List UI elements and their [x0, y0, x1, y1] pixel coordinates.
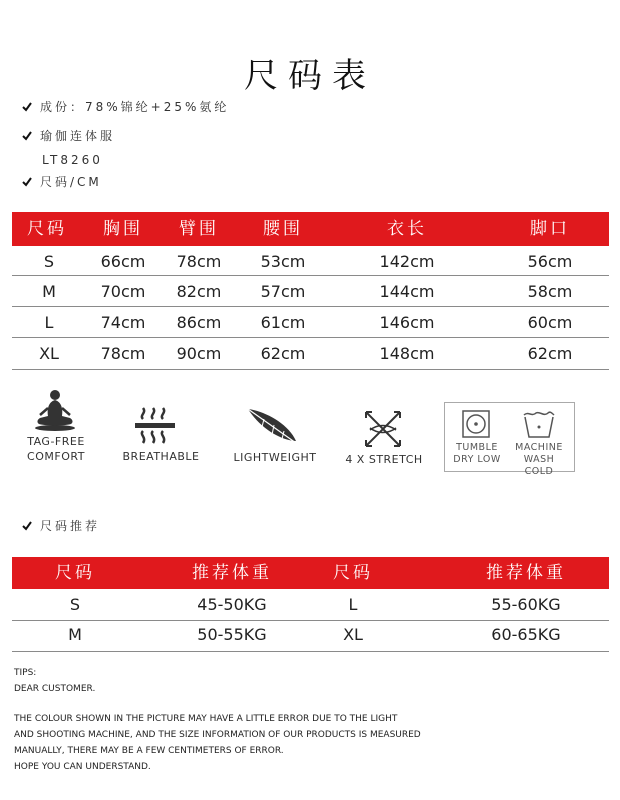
- header-cell: 臂围: [179, 219, 219, 239]
- stretch-arrows-icon: [360, 408, 406, 454]
- table-cell: L: [348, 595, 358, 614]
- check-icon: [22, 131, 32, 141]
- table-row: [12, 246, 609, 276]
- table-cell: 142cm: [379, 252, 435, 271]
- table-cell: 148cm: [379, 344, 435, 363]
- table-cell: 58cm: [527, 282, 573, 301]
- tag-free-line2: COMFORT: [27, 450, 85, 463]
- check-icon: [22, 177, 32, 187]
- header-cell: 脚口: [530, 219, 570, 239]
- stretch-label: 4 X STRETCH: [345, 453, 423, 466]
- tumble-line2: DRY LOW: [453, 454, 501, 465]
- tips-line: MANUALLY, THERE MAY BE A FEW CENTIMETERS OF ERROR.: [14, 746, 284, 756]
- table-cell: XL: [39, 344, 59, 363]
- recommend-line: [22, 517, 100, 534]
- header-cell: 推荐体重: [486, 563, 566, 583]
- check-icon: [22, 102, 32, 112]
- product-line: [22, 127, 115, 144]
- machine-label: [508, 442, 570, 478]
- table-cell: 78cm: [176, 252, 222, 271]
- machine-line2: WASH COLD: [523, 454, 555, 477]
- tips-line: AND SHOOTING MACHINE, AND THE SIZE INFORMATION OF OUR PRODUCTS IS MEASURED: [14, 730, 421, 740]
- tumble-line1: TUMBLE: [456, 442, 498, 453]
- yoga-person-icon: [30, 388, 80, 437]
- unit-line: [22, 173, 102, 190]
- size-table-header: [12, 212, 609, 246]
- table-cell: 66cm: [100, 252, 146, 271]
- recommend-table-header: [12, 557, 609, 589]
- table-cell: 57cm: [260, 282, 306, 301]
- table-cell: S: [43, 252, 55, 271]
- header-cell: 衣长: [387, 219, 427, 239]
- table-cell: L: [44, 313, 54, 332]
- table-cell: XL: [343, 625, 363, 644]
- table-cell: 86cm: [176, 313, 222, 332]
- tips-label: TIPS:: [14, 668, 37, 678]
- breathable-icon: [133, 405, 177, 451]
- tips-greeting: DEAR CUSTOMER.: [14, 684, 96, 694]
- table-cell: 90cm: [176, 344, 222, 363]
- machine-line1: MACHINE: [515, 442, 563, 453]
- unit-text: 尺码/CM: [40, 175, 102, 189]
- table-cell: M: [68, 625, 82, 644]
- tag-free-label: [16, 434, 96, 464]
- table-row: [12, 589, 609, 621]
- product-text: 瑜伽连体服: [40, 129, 116, 143]
- table-cell: 56cm: [527, 252, 573, 271]
- table-row: [12, 338, 609, 370]
- header-cell: 尺码: [27, 219, 67, 239]
- table-cell: 53cm: [260, 252, 306, 271]
- table-cell: 61cm: [260, 313, 306, 332]
- feather-icon: [244, 405, 300, 451]
- table-cell: 62cm: [260, 344, 306, 363]
- header-cell: 推荐体重: [192, 563, 272, 583]
- header-cell: 腰围: [263, 219, 303, 239]
- table-cell: M: [42, 282, 56, 301]
- table-cell: 62cm: [527, 344, 573, 363]
- product-code: LT8260: [42, 153, 103, 167]
- recommend-heading: 尺码推荐: [40, 519, 101, 533]
- table-cell: 146cm: [379, 313, 435, 332]
- table-row: [12, 276, 609, 307]
- check-icon: [22, 521, 32, 531]
- table-cell: 82cm: [176, 282, 222, 301]
- table-cell: 50-55KG: [197, 625, 267, 644]
- page-title: 尺码表: [244, 56, 376, 96]
- table-cell: 74cm: [100, 313, 146, 332]
- tips-line: HOPE YOU CAN UNDERSTAND.: [14, 762, 151, 772]
- table-row: [12, 307, 609, 338]
- lightweight-label: LIGHTWEIGHT: [233, 451, 317, 464]
- breathable-label: BREATHABLE: [122, 450, 200, 463]
- table-cell: 45-50KG: [197, 595, 267, 614]
- table-cell: 60-65KG: [491, 625, 561, 644]
- table-cell: 60cm: [527, 313, 573, 332]
- table-row: [12, 621, 609, 652]
- table-cell: 70cm: [100, 282, 146, 301]
- table-cell: 55-60KG: [491, 595, 561, 614]
- tumble-dry-icon: [461, 409, 491, 443]
- header-cell: 尺码: [333, 563, 373, 583]
- tag-free-line1: TAG-FREE: [27, 435, 85, 448]
- header-cell: 尺码: [55, 563, 95, 583]
- table-cell: 144cm: [379, 282, 435, 301]
- material-text: 成份：78%锦纶+25%氨纶: [40, 100, 230, 114]
- table-cell: S: [69, 595, 81, 614]
- header-cell: 胸围: [103, 219, 143, 239]
- table-cell: 78cm: [100, 344, 146, 363]
- tumble-label: [450, 442, 504, 466]
- tips-line: THE COLOUR SHOWN IN THE PICTURE MAY HAVE A LITTLE ERROR DUE TO THE LIGHT: [14, 714, 398, 724]
- machine-wash-icon: [522, 409, 556, 443]
- material-line: [22, 98, 229, 115]
